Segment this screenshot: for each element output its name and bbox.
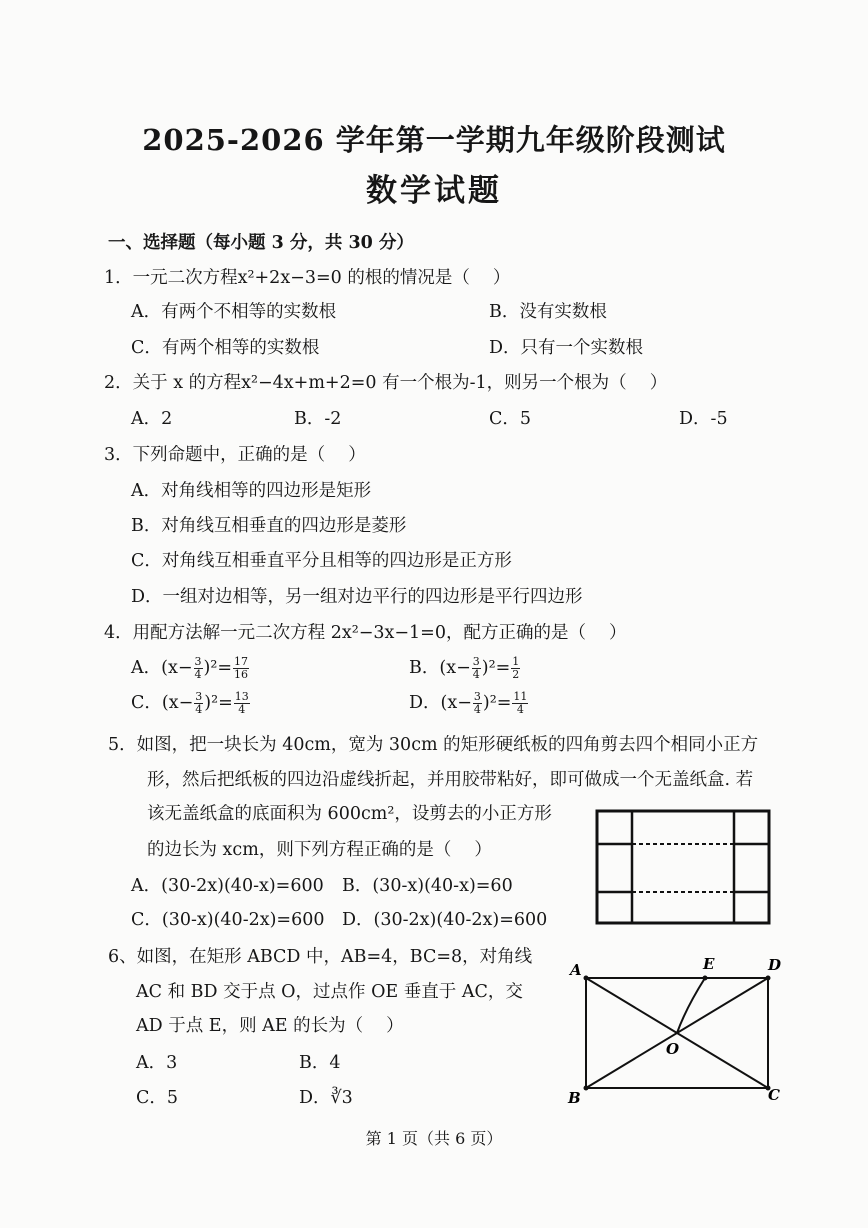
point-a (584, 976, 589, 981)
q4-option-d: D．(x− $\frac{3}{4}$ )²= $\frac{11}{4}$ (409, 690, 528, 716)
q6-option-a: A．3 (136, 1053, 178, 1073)
q2-stem: 2．关于 x 的方程x²−4x+m+2=0 有一个根为-1，则另一个根为（ ） (104, 373, 668, 393)
label-a: A (570, 961, 582, 979)
label-e: E (703, 955, 715, 973)
section-heading: 一、选择题（每小题 3 分，共 30 分） (108, 233, 414, 253)
q4-option-c: C．(x− $\frac{3}{4}$ )²= $\frac{13}{4}$ (131, 690, 249, 716)
q6-option-d: D．∛3 (299, 1088, 353, 1108)
label-o: O (666, 1040, 680, 1058)
exam-title: 2025-2026 学年第一学期九年级阶段测试 (142, 123, 726, 157)
q6-option-b: B．4 (299, 1053, 341, 1073)
q3-option-c: C．对角线互相垂直平分且相等的四边形是正方形 (131, 551, 512, 571)
cardboard-figure (594, 808, 774, 926)
cardboard-outline (597, 811, 769, 923)
q5-option-d: D．(30-2x)(40-2x)=600 (342, 910, 548, 930)
q4-option-b: B．(x− $\frac{3}{4}$ )²= $\frac{1}{2}$ (409, 655, 520, 681)
exam-subtitle: 数学试题 (366, 173, 502, 209)
q6-option-c: C．5 (136, 1088, 179, 1108)
q5-line4: 的边长为 xcm，则下列方程正确的是（ ） (147, 840, 492, 860)
q5-option-b: B．(30-x)(40-x)=60 (342, 876, 513, 896)
q3-option-d: D．一组对边相等，另一组对边平行的四边形是平行四边形 (131, 587, 583, 607)
label-b: B (568, 1089, 581, 1107)
point-d (766, 976, 771, 981)
q5-line3: 该无盖纸盒的底面积为 600cm²，设剪去的小正方形 (147, 804, 552, 824)
q5-option-c: C．(30-x)(40-2x)=600 (131, 910, 325, 930)
q4-option-a: A．(x− $\frac{3}{4}$ )²= $\frac{17}{16}$ (131, 655, 249, 681)
point-e (703, 976, 708, 981)
q6-line1: 6、如图，在矩形 ABCD 中，AB=4，BC=8，对角线 (108, 947, 533, 967)
point-b (584, 1086, 589, 1091)
rectangle-abcd-figure (560, 950, 792, 1110)
q1-option-a: A．有两个不相等的实数根 (131, 302, 337, 322)
q6-line2: AC 和 BD 交于点 O，过点作 OE 垂直于 AC，交 (136, 982, 523, 1002)
label-c: C (768, 1086, 780, 1104)
page-footer: 第 1 页（共 6 页） (365, 1129, 503, 1148)
q1-option-c: C．有两个相等的实数根 (131, 338, 320, 358)
q5-line2: 形，然后把纸板的四边沿虚线折起，并用胶带粘好，即可做成一个无盖纸盒. 若 (147, 770, 754, 790)
q1-option-d: D．只有一个实数根 (489, 338, 644, 358)
q2-option-b: B．-2 (294, 409, 342, 429)
q1-stem: 1．一元二次方程x²+2x−3=0 的根的情况是（ ） (104, 268, 511, 288)
q3-stem: 3．下列命题中，正确的是（ ） (104, 445, 366, 465)
q2-option-d: D．-5 (679, 409, 728, 429)
label-d: D (768, 956, 782, 974)
q3-option-b: B．对角线互相垂直的四边形是菱形 (131, 516, 407, 536)
q3-option-a: A．对角线相等的四边形是矩形 (131, 481, 372, 501)
q1-option-b: B．没有实数根 (489, 302, 607, 322)
q4-stem: 4．用配方法解一元二次方程 2x²−3x−1=0，配方正确的是（ ） (104, 623, 627, 643)
q5-line1: 5．如图，把一块长为 40cm，宽为 30cm 的矩形硬纸板的四角剪去四个相同小正方 (108, 735, 759, 755)
q6-line3: AD 于点 E，则 AE 的长为（ ） (136, 1016, 404, 1036)
q2-option-c: C．5 (489, 409, 532, 429)
q5-option-a: A．(30-2x)(40-x)=600 (131, 876, 324, 896)
q2-option-a: A．2 (131, 409, 173, 429)
